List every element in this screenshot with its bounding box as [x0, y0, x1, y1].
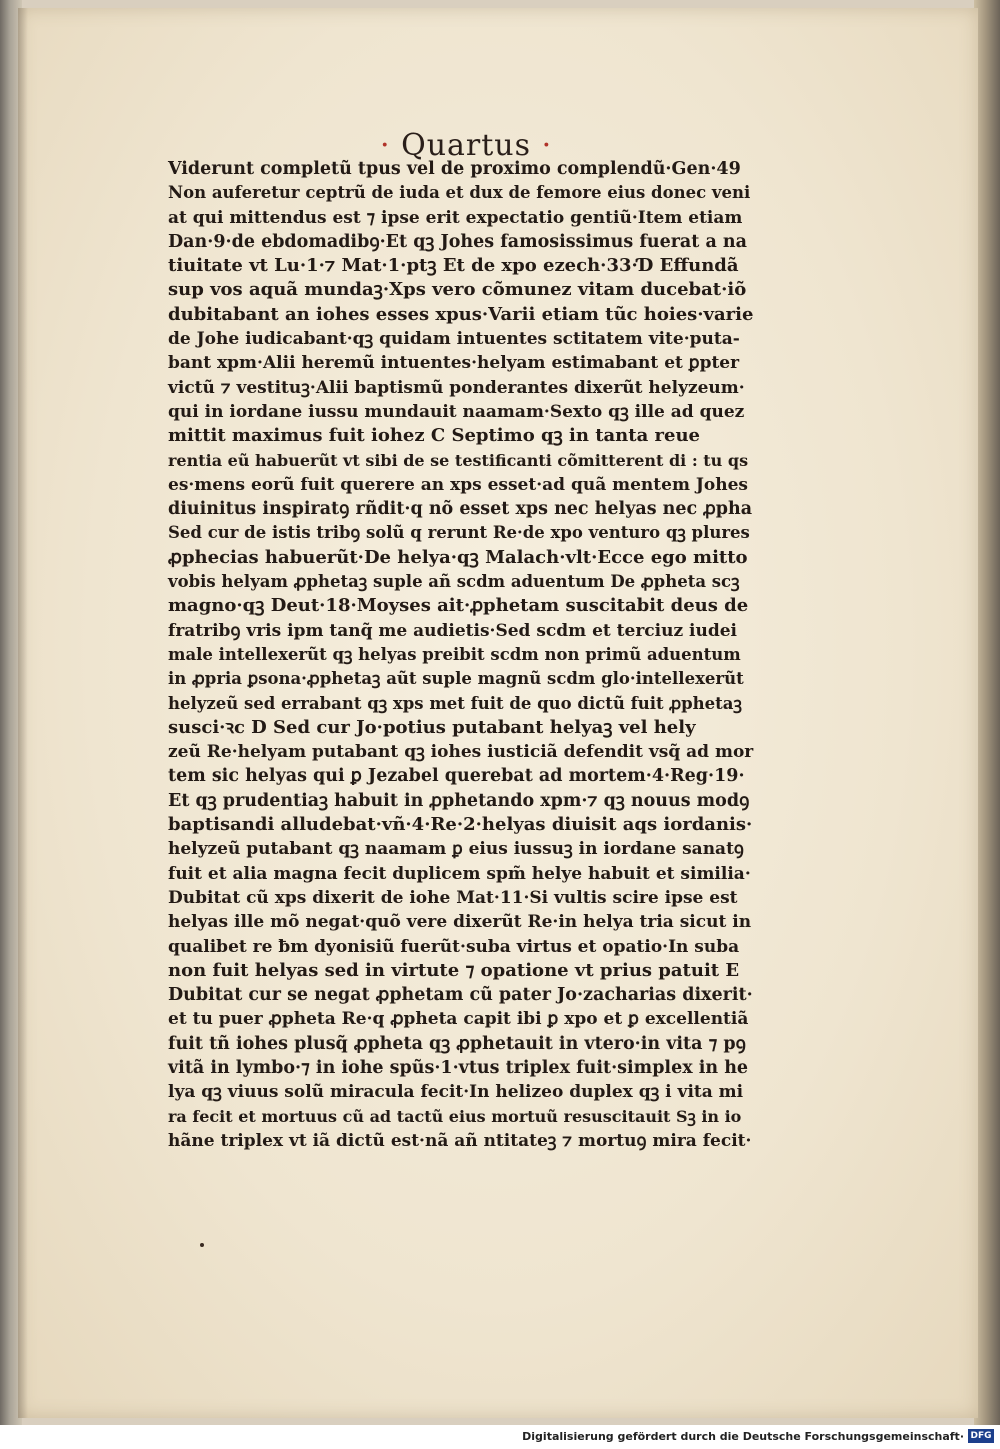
text-line: Dan·9·de ebdomadibꝯ·Et qꝫ Johes famosissimus fuerat a na [168, 231, 747, 252]
rubric-dot-left: · [380, 128, 391, 163]
text-line: Sed cur de istis tribꝯ solũ q rerunt Re·de xpo venturo qꝫ plures [168, 523, 750, 543]
page-fold-shadow [18, 8, 28, 1418]
text-line: qualibet re ƀm dyonisiũ fuerũt·suba virtus et opatio·In suba [168, 936, 740, 957]
text-line: Dubitat cur se negat ꝓphetam cũ pater Jo·zacharias dixerit· [168, 985, 753, 1006]
text-line: sup vos aquã mundaꝫ·Xps vero cõmunez vitam ducebat·iõ [168, 279, 747, 301]
funding-credit: Digitalisierung gefördert durch die Deutsche Forschungsgemeinschaft· [522, 1430, 964, 1443]
text-line: vitã in lymbo·⁊ in iohe spũs·1·vtus triplex fuit·simplex in he [168, 1057, 749, 1078]
rubric-dot-right: · [541, 128, 553, 163]
text-line: fuit et alia magna fecit duplicem spm̃ helye habuit et similia· [168, 863, 751, 884]
text-line: tiuitate vt Lu·1·⁊ Mat·1·ptꝫ Et de xpo ezech·33·Ɗ Effundã [168, 255, 739, 277]
text-line: in ꝓpria ꝑsona·ꝓphetaꝫ aũt suple magnũ scdm glo·intellexerũt [168, 669, 744, 689]
text-line: de Johe iudicabant·qꝫ quidam intuentes sctitatem vite·puta- [168, 329, 740, 350]
text-line: victũ ⁊ vestituꝫ·Alii baptismũ ponderantes dixerũt helyzeum· [168, 377, 745, 398]
text-line: tem sic helyas qui ꝑ Jezabel querebat ad mortem·4·Reg·19· [168, 766, 745, 787]
text-line: qui in iordane iussu mundauit naamam·Sexto qꝫ ille ad quez [168, 401, 745, 422]
dfg-logo: DFG [968, 1429, 994, 1443]
text-line: lya qꝫ viuus solũ miracula fecit·In helizeo duplex qꝫ i vita mi [168, 1082, 744, 1103]
text-line: bant xpm·Alii heremũ intuentes·helyam estimabant et ꝑpter [168, 353, 740, 374]
text-line: zeũ Re·helyam putabant qꝫ iohes iusticiã defendit vsq̃ ad mor [168, 742, 754, 763]
text-line: rentia eũ habuerũt vt sibi de se testificanti cõmitterent di : tu qs [168, 450, 749, 470]
text-line: et tu puer ꝓpheta Re·q ꝓpheta capit ibi ꝑ xpo et ꝑ excellentiã [168, 1009, 749, 1030]
text-line: diuinitus inspiratꝯ rñdit·q nõ esset xps nec helyas nec ꝓpha [168, 499, 753, 520]
text-line: baptisandi alludebat·vñ·4·Re·2·helyas diuisit aqs iordanis· [168, 814, 753, 836]
text-line: Viderunt completũ tpus vel de proximo complendũ·Gen·49 [168, 159, 741, 179]
text-line: fuit tñ iohes plusq̃ ꝓpheta qꝫ ꝓphetauit in vtero·in vita ⁊ pꝯ [168, 1033, 746, 1054]
text-line: helyzeũ putabant qꝫ naamam ꝑ eius iussuꝫ in iordane sanatꝯ [168, 839, 744, 860]
text-line: es·mens eorũ fuit querere an xps esset·ad quã mentem Johes [168, 474, 748, 495]
text-line: helyas ille mõ negat·quõ vere dixerũt Re·in helya tria sicut in [168, 912, 752, 933]
text-line: non fuit helyas sed in virtute ⁊ opatione vt prius patuit E [168, 959, 740, 981]
body-text [168, 157, 754, 1153]
text-line: helyzeũ sed errabant qꝫ xps met fuit de quo dictũ fuit ꝓphetaꝫ [168, 693, 742, 713]
text-line: hãne triplex vt iã dictũ est·nã añ ntitateꝫ ⁊ mortuꝯ mira fecit· [168, 1130, 752, 1151]
text-line: magno·qꝫ Deut·18·Moyses ait·ꝓphetam suscitabit deus de [168, 595, 749, 617]
text-line: vobis helyam ꝓphetaꝫ suple añ scdm aduentum De ꝓpheta scꝫ [168, 572, 740, 592]
text-line: male intellexerũt qꝫ helyas preibit scdm non primũ aduentum [168, 644, 741, 664]
text-line: Et qꝫ prudentiaꝫ habuit in ꝓphetando xpm·⁊ qꝫ nouus modꝯ [168, 790, 750, 811]
text-line: mittit maximus fuit iohez C Septimo qꝫ in tanta reue [168, 425, 700, 447]
text-line: ꝓphecias habuerũt·De helya·qꝫ Malach·vlt·Ecce ego mitto [168, 546, 748, 568]
text-line: fratribꝯ vris ipm tanq̃ me audietis·Sed scdm et terciuz iudei [168, 620, 738, 641]
text-line: at qui mittendus est ⁊ ipse erit expectatio gentiũ·Item etiam [168, 207, 743, 228]
text-line: ra fecit et mortuus cũ ad tactũ eius mortuũ resuscitauit Sꝫ in io [168, 1106, 742, 1126]
text-line: Dubitat cũ xps dixerit de iohe Mat·11·Si vultis scire ipse est [168, 887, 738, 908]
ink-speck [200, 1243, 204, 1247]
header-title: Quartus [401, 128, 532, 163]
text-line: susci·ꝛc D Sed cur Jo·potius putabant helyaꝫ vel hely [168, 716, 696, 738]
text-line: dubitabant an iohes esses xpus·Varii etiam tũc hoies·varie [168, 303, 754, 325]
text-line: Non auferetur ceptrũ de iuda et dux de femore eius donec veni [168, 183, 751, 203]
